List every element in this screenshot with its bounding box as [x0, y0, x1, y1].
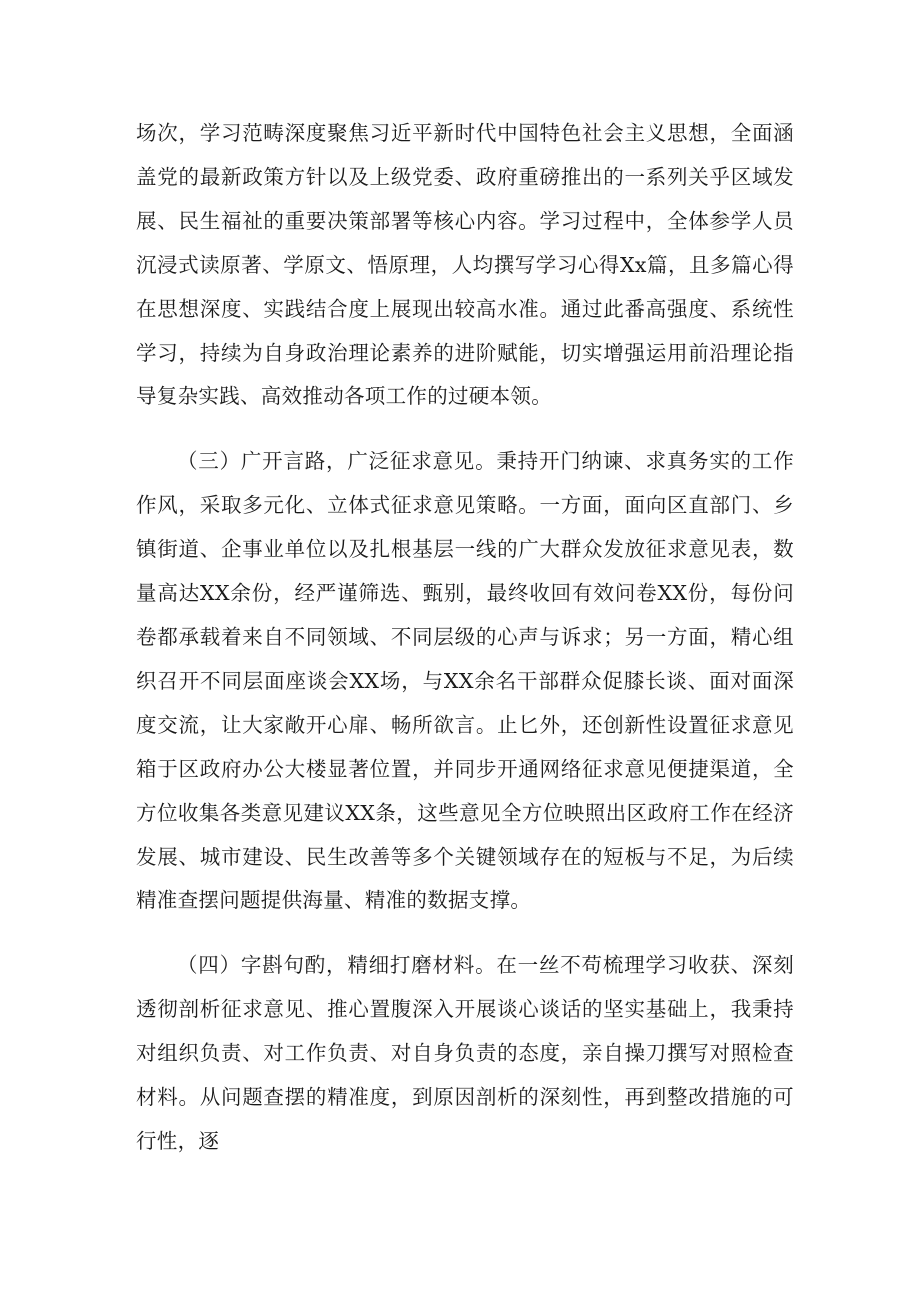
paragraph-section-three-opinions: （三）广开言路，广泛征求意见。秉持开门纳谏、求真务实的工作作风，采取多元化、立体式征求意见策略。一方面，面向区直部门、乡镇街道、企事业单位以及扎根基层一线的广大群众发放征求意见表，数量高达XX余份，经严谨筛选、甄别，最终收回有效问卷XX份，每份问卷都承载着来自不同领域、不同层级的心声与诉求；另一方面，精心组织召开不同层面座谈会XX场，与XX余名干部群众促膝长谈、面对面深度交流，让大家敞开心扉、畅所欲言。止匕外，还创新性设置征求意见箱于区政府办公大楼显著位置，并同步开通网络征求意见便捷渠道，全方位收集各类意见建议XX条，这些意见全方位映照出区政府工作在经济发展、城市建设、民生改善等多个关键领域存在的短板与不足，为后续精准查摆问题提供海量、精准的数据支撑。	[136, 449, 794, 913]
paragraph-study-summary: 场次，学习范畴深度聚焦习近平新时代中国特色社会主义思想，全面涵盖党的最新政策方针以及上级党委、政府重磅推出的一系列关乎区域发展、民生福祉的重要决策部署等核心内容。学习过程中，全体参学人员沉浸式读原著、学原文、悟原理，人均撰写学习心得Xx篇，且多篇心得在思想深度、实践结合度上展现出较高水准。通过此番高强度、系统性学习，持续为自身政治理论素养的进阶赋能，切实增强运用前沿理论指导复杂实践、高效推动各项工作的过硬本领。	[136, 121, 794, 409]
document-body	[136, 112, 794, 1164]
paragraph-section-four-materials: （四）字斟句酌，精细打磨材料。在一丝不苟梳理学习收获、深刻透彻剖析征求意见、推心置腹深入开展谈心谈话的坚实基础上，我秉持对组织负责、对工作负责、对自身负责的态度，亲自操刀撰写对照检查材料。从问题查摆的精准度，到原因剖析的深刻性，再到整改措施的可行性，逐	[136, 953, 794, 1153]
